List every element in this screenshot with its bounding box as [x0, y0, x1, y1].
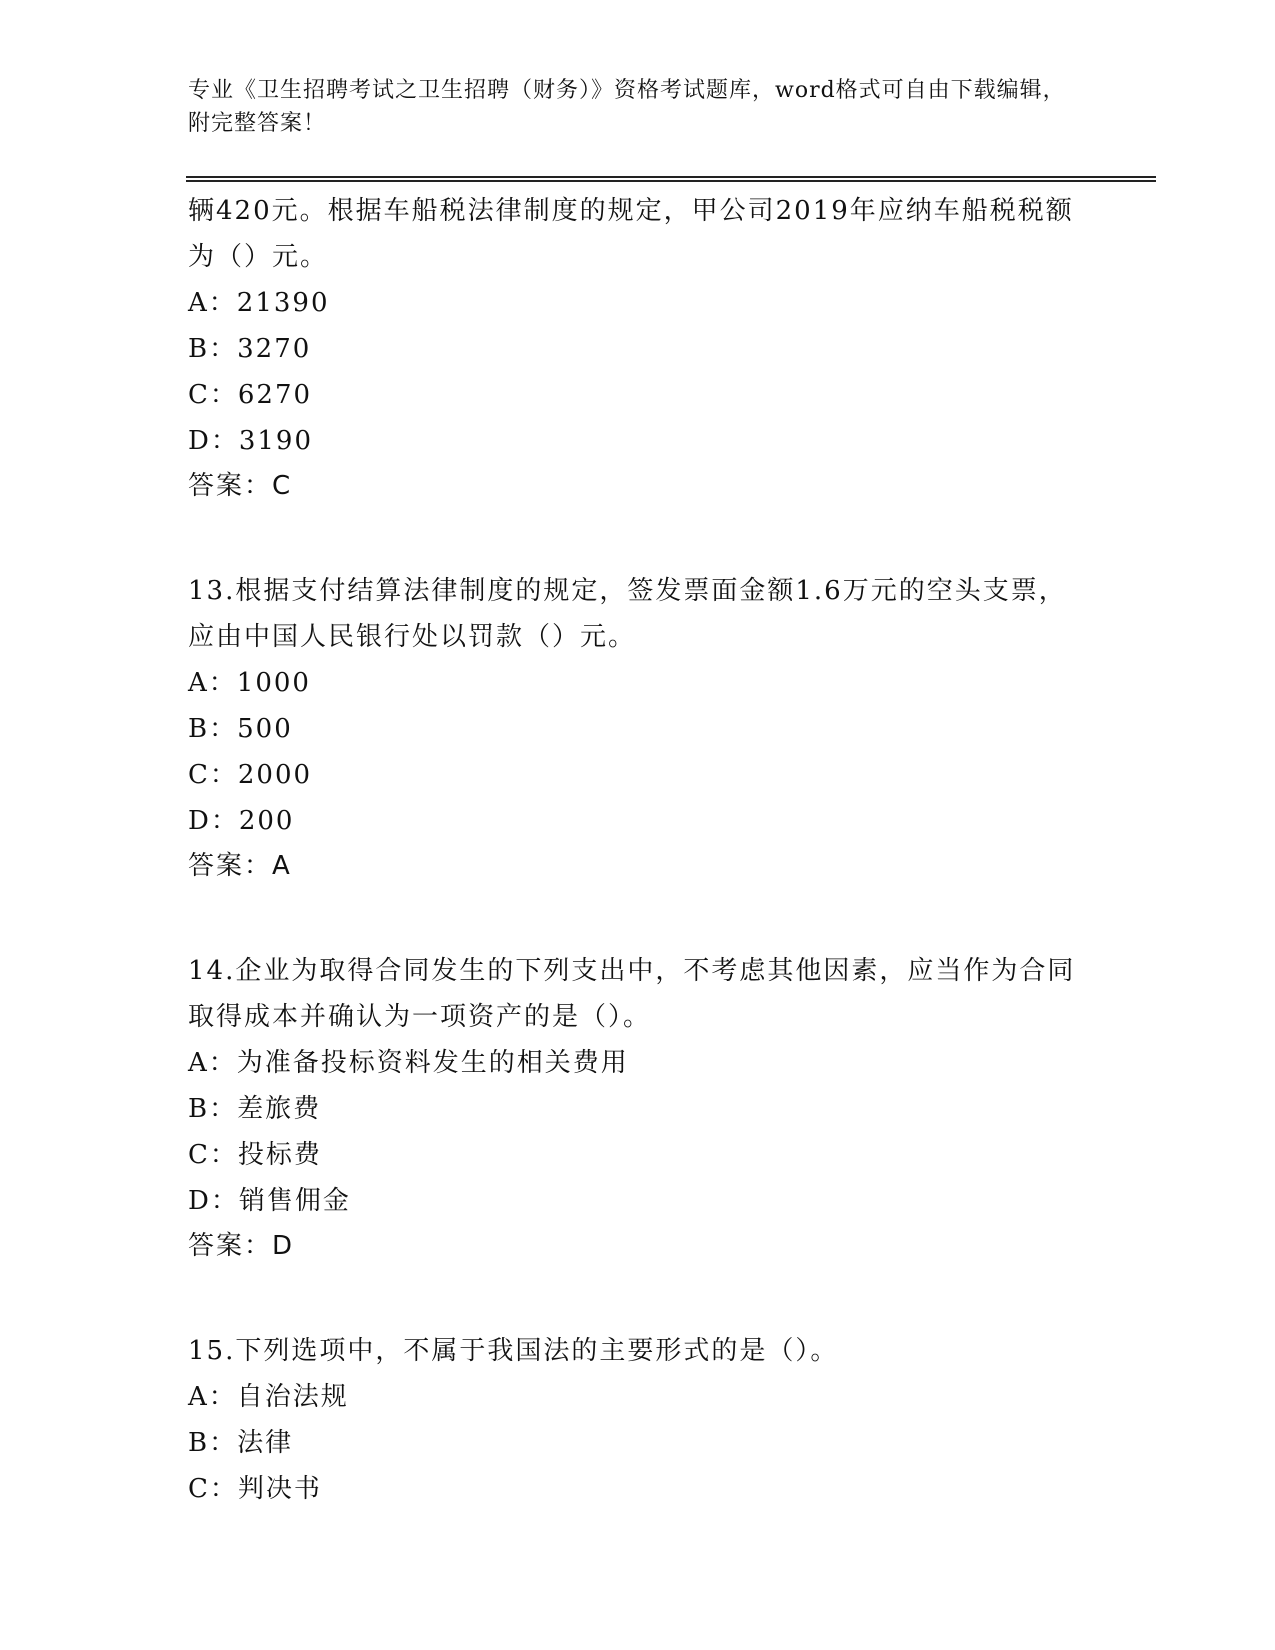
question-15 — [188, 1328, 1088, 1512]
question-text: 辆420元。根据车船税法律制度的规定，甲公司2019年应纳车船税税额为（）元。 — [188, 196, 1074, 272]
answer: 答案：A — [188, 851, 292, 881]
question-text: 13.根据支付结算法律制度的规定，签发票面金额1.6万元的空头支票，应由中国人民银行处以罚款（）元。 — [188, 576, 1067, 652]
option-b: B：3270 — [188, 334, 312, 364]
option-b: B：500 — [188, 714, 293, 744]
option-c: C：6270 — [188, 380, 313, 410]
question-12 — [188, 188, 1088, 508]
question-list — [188, 188, 1088, 1512]
option-d: D：3190 — [188, 426, 314, 456]
option-b: B：差旅费 — [188, 1094, 322, 1124]
option-a: A：自治法规 — [188, 1382, 349, 1412]
question-text: 15.下列选项中，不属于我国法的主要形式的是（）。 — [188, 1336, 839, 1366]
option-c: C：2000 — [188, 760, 313, 790]
question-14 — [188, 948, 1088, 1268]
page-header — [188, 74, 1068, 140]
header-divider — [186, 176, 1156, 181]
answer: 答案：D — [188, 1231, 295, 1261]
option-d: D：200 — [188, 806, 295, 836]
option-a: A：为准备投标资料发生的相关费用 — [188, 1048, 629, 1078]
question-text: 14.企业为取得合同发生的下列支出中，不考虑其他因素，应当作为合同取得成本并确认为一项资产的是（）。 — [188, 956, 1076, 1032]
option-a: A：21390 — [188, 288, 330, 318]
option-b: B：法律 — [188, 1428, 294, 1458]
answer: 答案：C — [188, 471, 293, 501]
document-title: 专业《卫生招聘考试之卫生招聘（财务）》资格考试题库，word格式可自由下载编辑，附完整答案！ — [188, 78, 1066, 136]
option-c: C：判决书 — [188, 1474, 322, 1504]
question-13 — [188, 568, 1088, 888]
option-c: C：投标费 — [188, 1140, 322, 1170]
option-d: D：销售佣金 — [188, 1186, 351, 1216]
option-a: A：1000 — [188, 668, 311, 698]
